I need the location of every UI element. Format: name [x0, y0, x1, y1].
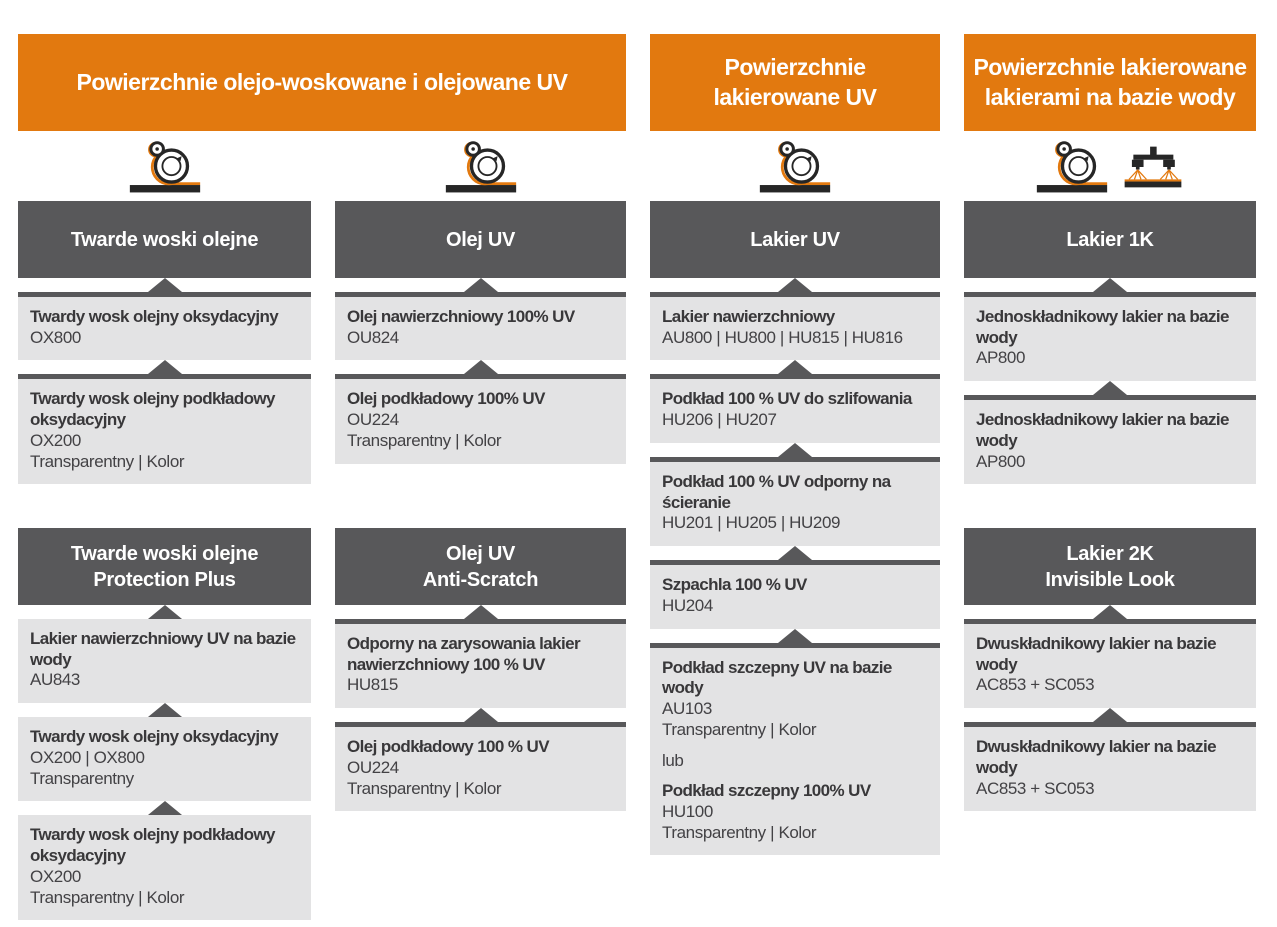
roller-coater-icon — [758, 139, 832, 195]
column-uv-lacquers — [650, 201, 940, 927]
product-box — [18, 292, 311, 360]
arrow-up-icon — [1093, 605, 1127, 619]
product-name: Jednoskładnikowy lakier na bazie wody — [976, 410, 1229, 450]
arrow-up-icon — [778, 443, 812, 457]
product-detail: Transparentny — [30, 768, 134, 788]
header-line: Powierzchnie olejo-woskowane i olejowane UV — [76, 68, 568, 95]
product-detail: AU800 | HU800 | HU815 | HU816 — [662, 327, 903, 347]
category-title — [335, 528, 626, 605]
arrow-up-icon — [148, 278, 182, 292]
category-title — [18, 528, 311, 605]
product-name: Olej podkładowy 100% UV — [347, 389, 545, 409]
header-waterborne-lacquered — [964, 34, 1256, 131]
header-line: Powierzchnie — [724, 54, 866, 81]
header-oil-waxed-uv-oiled — [18, 34, 626, 131]
product-entry — [347, 307, 614, 348]
finish-system-section — [964, 528, 1256, 811]
roller-coater-icon — [1035, 139, 1109, 195]
product-name: Szpachla 100 % UV — [662, 575, 807, 595]
product-name: Olej nawierzchniowy 100% UV — [347, 307, 575, 326]
product-detail: Transparentny | Kolor — [30, 887, 185, 907]
product-entry — [347, 737, 614, 799]
arrow-up-icon — [464, 605, 498, 619]
arrow-up-icon — [778, 629, 812, 643]
product-box — [18, 815, 311, 920]
product-box — [650, 457, 940, 546]
layer-step — [964, 395, 1256, 484]
category-title-line: Twarde woski olejne — [70, 542, 259, 565]
product-detail: OU224 — [347, 410, 399, 430]
product-entry — [662, 389, 928, 430]
product-detail: OU224 — [347, 757, 399, 777]
category-title-line: Olej UV — [445, 542, 516, 565]
arrow-up-icon — [1093, 708, 1127, 722]
product-name: Jednoskładnikowy lakier na bazie wody — [976, 307, 1229, 347]
layer-step — [335, 374, 626, 463]
product-box — [650, 292, 940, 360]
layer-step — [18, 815, 311, 920]
product-detail: HU204 — [662, 595, 713, 615]
product-name: Dwuskładnikowy lakier na bazie wody — [976, 737, 1216, 777]
arrow-up-icon — [778, 546, 812, 560]
finish-system-section — [335, 201, 626, 464]
product-name: Lakier nawierzchniowy — [662, 307, 835, 326]
product-detail: AU103 — [662, 699, 712, 719]
category-title — [18, 201, 311, 278]
category-title-line: Protection Plus — [93, 568, 236, 591]
layer-step — [650, 643, 940, 856]
product-box — [335, 292, 626, 360]
product-entry — [30, 307, 299, 348]
finish-system-section — [18, 201, 311, 484]
layer-step — [964, 619, 1256, 708]
product-detail: AU843 — [30, 670, 80, 690]
product-detail: Transparentny | Kolor — [30, 451, 185, 471]
category-title-line: Lakier 1K — [1066, 228, 1154, 251]
product-detail: HU206 | HU207 — [662, 410, 777, 430]
product-name: Twardy wosk olejny oksydacyjny — [30, 307, 279, 326]
product-detail: HU815 — [347, 675, 398, 695]
layer-step — [18, 292, 311, 360]
product-detail: AP800 — [976, 348, 1026, 368]
arrow-up-icon — [464, 360, 498, 374]
product-detail: OX800 — [30, 327, 81, 347]
arrow-up-icon — [1093, 381, 1127, 395]
product-detail: AC853 + SC053 — [976, 675, 1095, 695]
arrow-up-icon — [464, 278, 498, 292]
product-box — [964, 722, 1256, 811]
product-box — [964, 395, 1256, 484]
finish-system-section — [964, 201, 1256, 484]
product-entry — [976, 307, 1244, 369]
layer-step — [650, 560, 940, 628]
product-name: Podkład szczepny UV na bazie wody — [662, 657, 892, 698]
finish-system-section — [18, 528, 311, 920]
layer-step — [650, 292, 940, 360]
product-entry — [30, 629, 299, 691]
product-box — [18, 374, 311, 484]
product-box — [18, 619, 311, 703]
layer-step — [650, 374, 940, 442]
product-detail: Transparentny | Kolor — [347, 778, 502, 798]
product-entry — [30, 389, 299, 472]
header-line: lakierami na bazie wody — [984, 83, 1236, 110]
product-entry — [30, 825, 299, 908]
spray-gun-icon — [1121, 139, 1185, 195]
category-title-line: Lakier 2K — [1066, 542, 1154, 565]
product-detail: AP800 — [976, 451, 1026, 471]
application-icons — [650, 131, 940, 201]
product-detail: OU824 — [347, 327, 399, 347]
layer-step — [335, 722, 626, 811]
category-title — [964, 201, 1256, 278]
column-hard-wax-oils — [18, 201, 311, 927]
layer-step — [650, 457, 940, 546]
header-line: Powierzchnie lakierowane — [973, 54, 1247, 81]
product-entry — [662, 575, 928, 616]
layer-step — [335, 292, 626, 360]
product-name: Dwuskładnikowy lakier na bazie wody — [976, 634, 1216, 674]
layer-step — [18, 374, 311, 484]
product-detail: AC853 + SC053 — [976, 778, 1095, 798]
column-waterborne-lacquers — [964, 201, 1256, 927]
product-name: Odporny na zarysowania lakier nawierzchniowy 100 % UV — [347, 634, 580, 674]
product-detail: OX200 — [30, 866, 81, 886]
category-title — [650, 201, 940, 278]
product-detail: Transparentny | Kolor — [662, 719, 817, 739]
product-box — [650, 643, 940, 856]
column-uv-oils — [335, 201, 626, 927]
product-box — [18, 717, 311, 801]
layer-step — [18, 619, 311, 703]
category-title-line: Invisible Look — [1045, 568, 1175, 591]
header-uv-lacquered — [650, 34, 940, 131]
arrow-up-icon — [778, 360, 812, 374]
roller-coater-icon — [128, 139, 202, 195]
product-entry — [662, 307, 928, 348]
product-name: Podkład 100 % UV do szlifowania — [662, 389, 912, 409]
application-icons — [335, 131, 626, 201]
product-detail: HU100 — [662, 802, 713, 822]
finish-system-section — [650, 201, 940, 855]
arrow-up-icon — [148, 360, 182, 374]
category-title-line: Twarde woski olejne — [70, 228, 259, 251]
arrow-up-icon — [1093, 278, 1127, 292]
product-box — [964, 619, 1256, 708]
product-entry — [30, 727, 299, 789]
product-box — [335, 619, 626, 708]
product-detail: HU201 | HU205 | HU209 — [662, 513, 841, 533]
product-box — [335, 722, 626, 811]
product-entry — [347, 389, 614, 451]
product-entry — [347, 634, 614, 696]
product-entry — [662, 781, 928, 843]
product-box — [964, 292, 1256, 381]
category-title-line: Olej UV — [445, 228, 516, 251]
product-name: Podkład 100 % UV odporny na ścieranie — [662, 471, 891, 512]
product-entry — [976, 410, 1244, 472]
product-entry — [662, 472, 928, 534]
product-entry — [976, 737, 1244, 799]
finish-system-section — [335, 528, 626, 811]
alternative-connector — [662, 751, 928, 772]
product-entry — [976, 634, 1244, 696]
layer-step — [964, 292, 1256, 381]
layer-step — [18, 717, 311, 801]
product-name: Olej podkładowy 100 % UV — [347, 737, 549, 757]
arrow-up-icon — [148, 703, 182, 717]
product-box — [650, 374, 940, 442]
category-title-line: Lakier UV — [750, 228, 840, 251]
category-title-line: Anti-Scratch — [422, 568, 539, 591]
product-entry — [662, 658, 928, 741]
roller-coater-icon — [444, 139, 518, 195]
arrow-up-icon — [464, 708, 498, 722]
arrow-up-icon — [778, 278, 812, 292]
product-name: Twardy wosk olejny podkładowy oksydacyjny — [30, 389, 275, 430]
product-name: Lakier nawierzchniowy UV na bazie wody — [30, 629, 296, 669]
category-title — [335, 201, 626, 278]
product-box — [335, 374, 626, 463]
product-box — [650, 560, 940, 628]
header-line: lakierowane UV — [713, 83, 877, 110]
product-name: Twardy wosk olejny podkładowy oksydacyjny — [30, 825, 275, 866]
layer-step — [335, 619, 626, 708]
arrow-up-icon — [148, 801, 182, 815]
category-title — [964, 528, 1256, 605]
application-icons — [964, 131, 1256, 201]
product-detail: Transparentny | Kolor — [662, 822, 817, 842]
product-detail: OX200 — [30, 430, 81, 450]
product-name: Podkład szczepny 100% UV — [662, 781, 871, 801]
application-icons — [18, 131, 311, 201]
product-detail: Transparentny | Kolor — [347, 430, 502, 450]
arrow-up-icon — [148, 605, 182, 619]
product-name: Twardy wosk olejny oksydacyjny — [30, 727, 279, 747]
layer-step — [964, 722, 1256, 811]
connector-label: lub — [662, 750, 684, 770]
product-detail: OX200 | OX800 — [30, 747, 145, 767]
